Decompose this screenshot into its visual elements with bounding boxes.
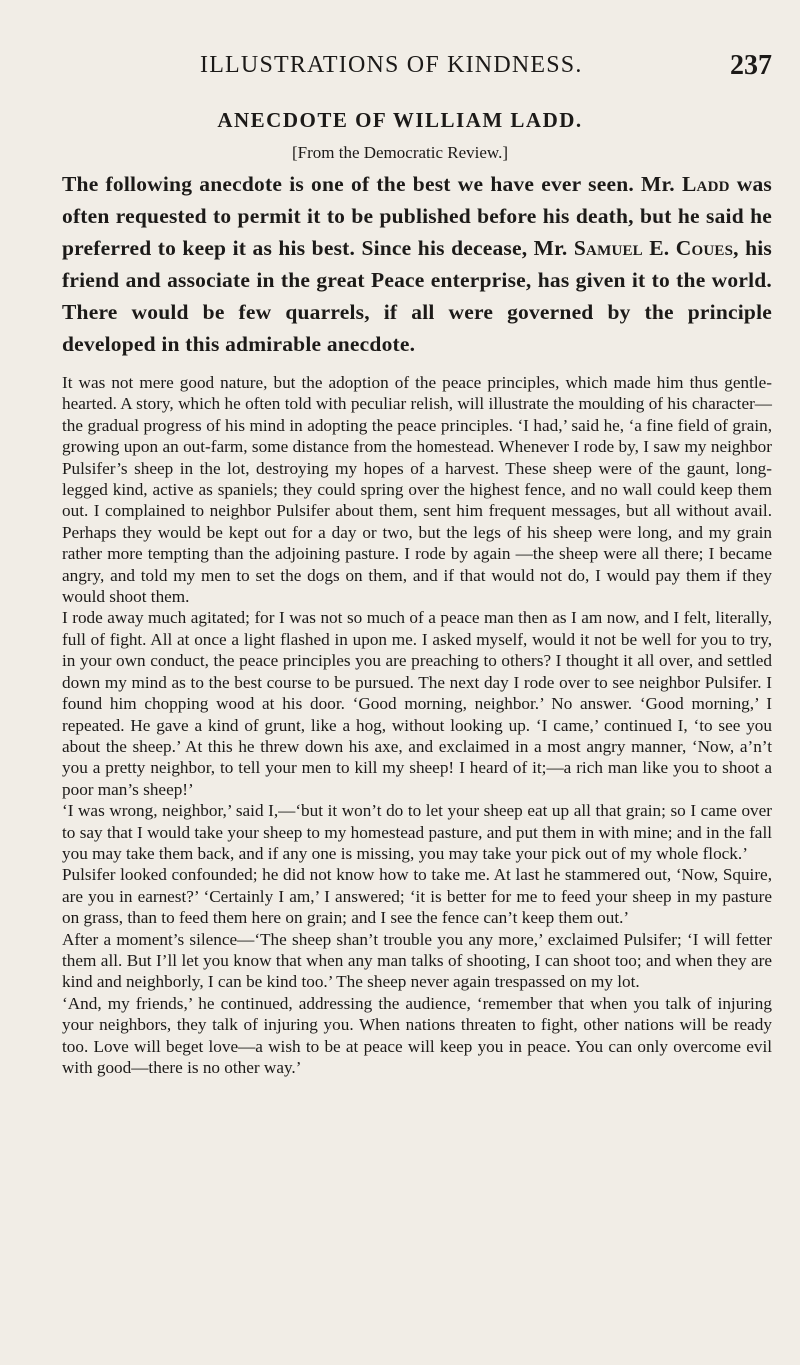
article-source: [From the Democratic Review.] <box>291 143 509 162</box>
intro-name-coues: Samuel E. Coues <box>573 236 734 260</box>
intro-name-ladd: Ladd <box>682 172 730 196</box>
body-paragraph: I rode away much agitated; for I was not so much of a peace man then as I am now, and I felt, literally, full of fight. All at once a light flashed in upon me. I asked myself, would it not be well for you to try, in your own conduct, the peace principles you are preaching to others? I thought it all over, and settled down my mind as to the best course to be pursued. The next day I rode over to see neighbor Pulsifer. I found him chopping wood at his door. ‘Good morning, neighbor.’ No answer. ‘Good morning,’ I repeated. He gave a kind of grunt, like a hog, without looking up. ‘I came,’ continued I, ‘to see you about the sheep.’ At this he threw down his axe, and exclaimed in a most angry manner, ‘Now, a’n’t you a pretty neighbor, to tell your men to kill my sheep! I heard of it;—a rich man like you to shoot a poor man’s sheep!’ <box>62 608 772 799</box>
article-body <box>62 372 772 1078</box>
body-paragraph: ‘I was wrong, neighbor,’ said I,—‘but it won’t do to let your sheep eat up all that grain; so I came over to say that I would take your sheep to my homestead pasture, and put them in with mine; and in the fall you may take them back, and if any one is missing, you may take your pick out of my whole flock.’ <box>62 801 772 863</box>
body-paragraph: It was not mere good nature, but the adoption of the peace principles, which made him thus gentle-hearted. A story, which he often told with peculiar relish, will illustrate the moulding of his character—the gradual progress of his mind in adopting the peace principles. ‘I had,’ said he, ‘a fine field of grain, growing upon an out-farm, some distance from the homestead. Whenever I rode by, I saw my neighbor Pulsifer’s sheep in the lot, destroying my hopes of a harvest. These sheep were of the gaunt, long-legged kind, active as spaniels; they could spring over the highest fence, and no wall could keep them out. I complained to neighbor Pulsifer about them, sent him frequent messages, but all without avail. Perhaps they would be kept out for a day or two, but the legs of his sheep were long, and my grain rather more tempting than the adjoining pasture. I rode by again —the sheep were all there; I became angry, and told my men to set the dogs on them, and if that would not do, I would pay them if they would shoot them. <box>62 373 772 607</box>
intro-text-3: , his friend and associate in the great Peace enterprise, has given it to the world. There would be few quarrels, if all were governed by the principle developed in this admirable anecdote. <box>62 236 772 356</box>
running-title: ILLUSTRATIONS OF KINDNESS. <box>200 52 583 78</box>
intro-text-1: The following anecdote is one of the best we have ever seen. Mr. <box>62 172 682 196</box>
body-paragraph: After a moment’s silence—‘The sheep shan’t trouble you any more,’ exclaimed Pulsifer; ‘I will fetter them all. But I’ll let you know that when any man talks of shooting, I can shoot too; and when they are kind and neighborly, I can be kind too.’ The sheep never again trespassed on my lot. <box>62 929 772 992</box>
body-paragraph: Pulsifer looked confounded; he did not know how to take me. At last he stammered out, ‘Now, Squire, are you in earnest?’ ‘Certainly I am,’ I answered; ‘it is better for me to feed your sheep in my pasture on grass, than to feed them here on grain; and I see the fence can’t keep them out.’ <box>62 865 772 928</box>
intro-text-2: was often requested to permit it to be published before his death, but he said he preferred to keep it as his best. Since his decease, Mr. <box>62 172 772 260</box>
page-header <box>200 50 772 86</box>
body-paragraph: ‘And, my friends,’ he continued, addressing the audience, ‘remember that when you talk of injuring your neighbors, they talk of injuring you. When nations threaten to fight, other nations will be ready too. Love will beget love—a wish to be at peace will keep you in peace. You can only overcome evil with good—there is no other way.’ <box>62 993 772 1077</box>
intro-paragraph <box>62 168 772 360</box>
article-title: ANECDOTE OF WILLIAM LADD. <box>217 108 583 132</box>
page-number: 237 <box>730 50 772 81</box>
